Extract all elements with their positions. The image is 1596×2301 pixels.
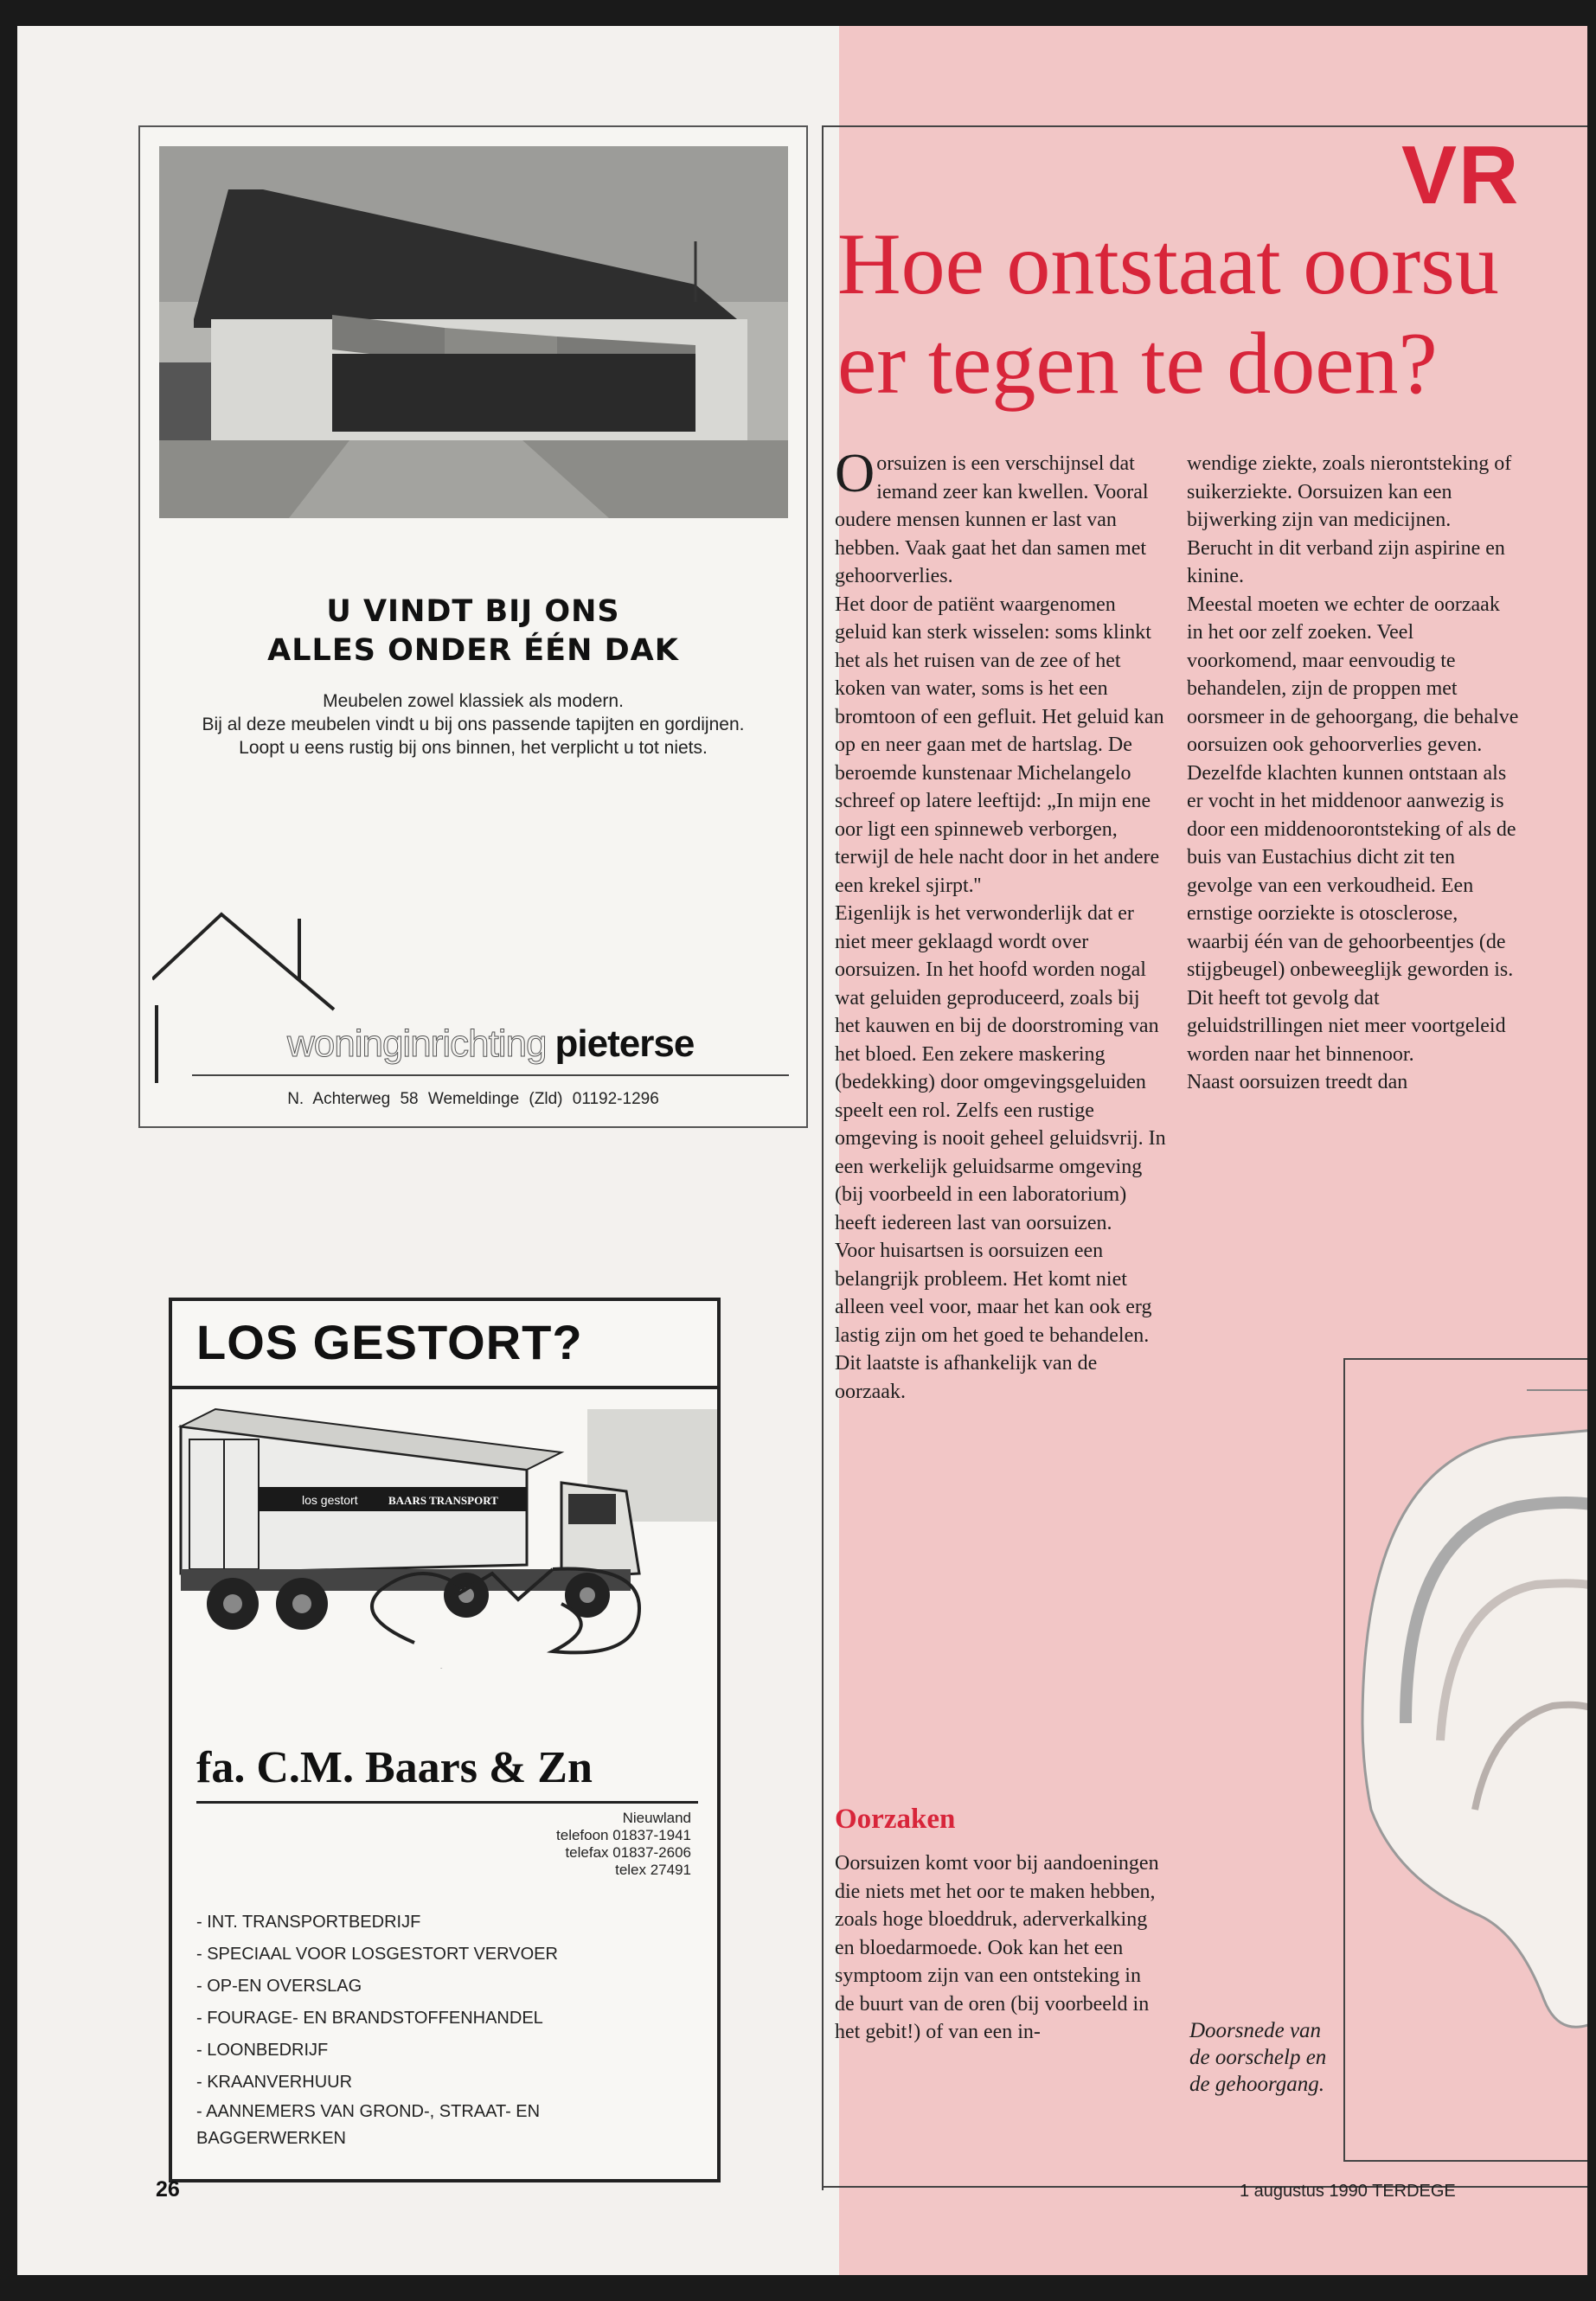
- paragraph: Het door de patiënt waargenomen geluid kan sterk wisselen: soms klinkt het als het ruisen van de zee of het koken van water, soms is het een bromtoon of een gefluit. Het geluid kan op en neer gaan met de hartslag. De beroemde kunstenaar Michelangelo schreef op latere leeftijd: „In mijn ene oor ligt een spinneweb verborgen, terwijl de hele nacht door in het andere een krekel sjirpt.'': [835, 593, 1164, 897]
- service-item: - OP-EN OVERSLAG: [196, 1977, 362, 1996]
- paragraph: Dezelfde klachten kunnen ontstaan als er vocht in het middenoor aanwezig is door een middenoorontsteking of als de buis van Eustachius dicht zit ten gevolge van een verkoudheid. Een ernstige oorziekte is otosclerose, waarbij één van de gehoorbeentjes (de stijgbeugel) onbeweeglijk geworden is. Dit heeft tot gevolg dat geluidstrillingen niet meer voortgeleid worden naar het binnenoor.: [1187, 761, 1516, 1066]
- headline-line1: Hoe ontstaat oorsu: [837, 215, 1499, 313]
- paragraph: Eigenlijk is het verwonderlijk dat er niet meer geklaagd wordt over oorsuizen. In het hoofd worden nogal wat geluiden geproduceerd, zoals bij het kauwen en bij de doorstroming van het bloed. Een zekere maskering (bedekking) door omgevingsgeluiden speelt een rol. Zelfs een rustige omgeving is nooit geheel geluidsvrij. In een werkelijk geluidsarme omgeving (bij voorbeeld in een laboratorium) heeft iedereen last van oorsuizen.: [835, 902, 1166, 1234]
- ad-body-text: [175, 689, 772, 760]
- contact-line: telex 27491: [615, 1862, 691, 1878]
- divider: [196, 1801, 698, 1804]
- service-item: - FOURAGE- EN BRANDSTOFFENHANDEL: [196, 2009, 543, 2028]
- article-headline: [837, 215, 1587, 413]
- ad-body-line: Meubelen zowel klassiek als modern.: [323, 691, 624, 711]
- truck-label: los gestort: [302, 1493, 358, 1507]
- paragraph: Oorsuizen komt voor bij aandoeningen die niets met het oor te maken hebben, zoals hoge bloeddruk, aderverkalking en bloedarmoede. Ook kan het een symptoom zijn van een ontsteking in de buurt van de oren (bij voorbeeld in het gebit!) of van een in-: [835, 1852, 1159, 2043]
- paragraph: Meestal moeten we echter de oorzaak in het oor zelf zoeken. Veel voorkomend, maar eenvoudig te behandelen, zijn de proppen met oorsmeer in de gehoorgang, die behalve oorsuizen ook gehoorverlies geven.: [1187, 593, 1519, 756]
- brand-light-text: woninginrichting: [287, 1022, 547, 1065]
- paragraph: Naast oorsuizen treedt dan: [1187, 1071, 1408, 1093]
- store-brand: [287, 1022, 694, 1066]
- services-list: [196, 1907, 681, 2152]
- cmb-logo-text: CMB: [440, 1669, 443, 1670]
- contact-line: Nieuwland: [622, 1810, 691, 1826]
- paragraph: [835, 442, 1168, 591]
- subheading: Oorzaken: [835, 1804, 956, 1835]
- company-contact: [556, 1810, 691, 1879]
- store-address: N. Achterweg 58 Wemeldinge (Zld) 01192-1296: [287, 1090, 659, 1108]
- service-item: - AANNEMERS VAN GROND-, STRAAT- EN BAGGERWERKEN: [196, 2102, 541, 2148]
- headline-line2: er tegen te doen?: [837, 315, 1438, 413]
- dropcap: O: [835, 442, 875, 503]
- page-footer: 1 augustus 1990 TERDEGE: [1240, 2182, 1456, 2201]
- truck-illustration: [169, 1392, 721, 1677]
- service-item: - KRAANVERHUUR: [196, 2073, 353, 2092]
- article-column-2: [1187, 450, 1520, 1097]
- ad-body-line: Bij al deze meubelen vindt u bij ons passende tapijten en gordijnen.: [202, 715, 745, 734]
- contact-line: telefoon 01837-1941: [556, 1827, 691, 1843]
- truck-brand: BAARS TRANSPORT: [388, 1494, 498, 1507]
- ad2-title: LOS GESTORT?: [196, 1315, 583, 1369]
- furniture-advertisement: [138, 125, 808, 1128]
- magazine-spread: [17, 26, 1587, 2275]
- service-item: - INT. TRANSPORTBEDRIJF: [196, 1913, 421, 1932]
- ad-headline-line2: ALLES ONDER ÉÉN DAK: [267, 633, 679, 668]
- figure-caption: Doorsnede van de oorschelp en de gehoorgang.: [1189, 2019, 1327, 2096]
- divider: [172, 1386, 717, 1389]
- contact-line: telefax 01837-2606: [565, 1844, 691, 1861]
- paragraph: wendige ziekte, zoals nierontsteking of suikerziekte. Oorsuizen kan een bijwerking zijn van medicijnen. Berucht in dit verband zijn aspirine en kinine.: [1187, 452, 1512, 587]
- article-bottom-rule: [822, 2186, 1587, 2188]
- divider: [192, 1074, 789, 1076]
- page-number: 26: [156, 2177, 180, 2202]
- ad-body-line: Loopt u eens rustig bij ons binnen, het verplicht u tot niets.: [239, 738, 708, 758]
- building-photo: [159, 146, 788, 518]
- paragraph: Voor huisartsen is oorsuizen een belangrijk probleem. Het komt niet alleen veel voor, maar het kan ook erg lastig zijn om het goed te behandelen. Dit laatste is afhankelijk van de oorzaak.: [835, 1240, 1152, 1403]
- paragraph-text: orsuizen is een verschijnsel dat iemand zeer kan kwellen. Vooral oudere mensen kunnen er last van hebben. Vaak gaat het dan samen met gehoorverlies.: [835, 452, 1149, 587]
- article-column-1-continued: [835, 1849, 1163, 2047]
- company-name: fa. C.M. Baars & Zn: [196, 1743, 593, 1792]
- transport-advertisement: [169, 1298, 721, 2182]
- service-item: - LOONBEDRIJF: [196, 2041, 329, 2060]
- ad-headline-line1: U VINDT BIJ ONS: [326, 594, 620, 629]
- service-item: - SPECIAAL VOOR LOSGESTORT VERVOER: [196, 1945, 558, 1964]
- section-kicker: VR: [1401, 129, 1521, 221]
- article-column-1: [835, 442, 1168, 1406]
- brand-bold-text: pieterse: [554, 1022, 695, 1065]
- ear-illustration: [1343, 1358, 1587, 2162]
